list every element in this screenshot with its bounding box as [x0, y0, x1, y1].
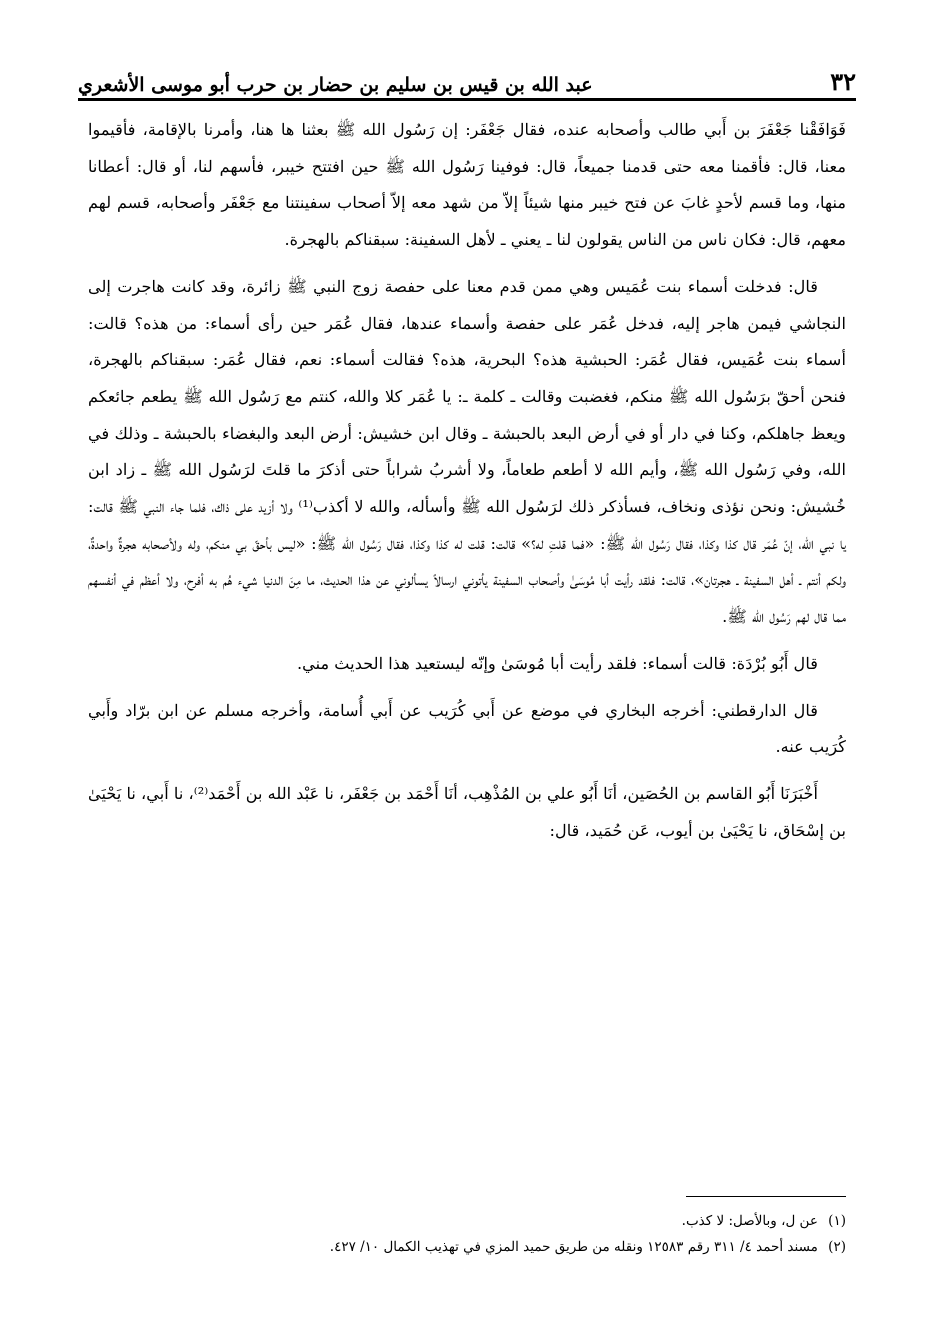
- running-title: عبد الله بن قيس بن سليم بن حضار بن حرب أبو موسى الأشعري: [78, 74, 593, 96]
- footnote: [88, 1234, 846, 1260]
- footnote-rule: [686, 1196, 846, 1197]
- footnotes: [88, 1208, 846, 1260]
- page-number: ٣٢: [830, 67, 856, 96]
- footnote: [88, 1208, 846, 1234]
- header-rule: [78, 98, 856, 101]
- paragraph: فَوَافَقْنا جَعْفَرَ بن أَبي طالب وأصحابه عنده، فقال جَعْفَر: إن رَسُول الله ﷺ بعثنا ها هنا، وأمرنا بالإقامة، فأقيموا معنا، قال: فأقمنا معه حتى قدمنا جميعاً، قال: فوفينا رَسُول الله ﷺ حين افتتح خيبر، فأسهم لنا، أو قال: أعطانا منها، وما قسم لأحدٍ غابَ عن فتح خيبر منها شيئاً إلاّ من شهد معه إلاّ أصحاب سفينتنا مع جَعْفَر وأصحابه، قسم لهم معهم، قال: فكان ناس من الناس يقولون لنا ـ يعني ـ لأهل السفينة: سبقناكم بالهجرة.: [88, 120, 846, 250]
- isnad-paragraph: أَخْبَرَنَا أَبُو القاسم بن الحُصَين، أنَا أَبُو علي بن المُذْهِب، أنَا أَحْمَد بن جَعْفَر، نا عَبْد الله بن أَحْمَد⁽²⁾، نا أَبي، نا يَحْيَىٰ بن إسْحَاق، نا يَحْيَىٰ بن أيوب، عَن حُمَيد، قال:: [88, 783, 846, 840]
- footnote-text: عن ل، وبالأصل: لا كذب.: [681, 1213, 818, 1229]
- body-text: [88, 112, 846, 859]
- footnote-text: مسند أحمد ٤/ ٣١١ رقم ١٢٥٨٣ ونقله من طريق حميد المزي في تهذيب الكمال ١٠/ ٤٢٧.: [329, 1239, 818, 1255]
- paragraph: قال الدارقطني: أخرجه البخاري في موضع عن أَبي كُرَيب عن أَبي أُسامة، وأخرجه مسلم عن ابن برّاد وأَبي كُرَيب عنه.: [88, 700, 846, 757]
- paragraph: قال: فدخلت أسماء بنت عُمَيس وهي ممن قدم معنا على حفصة زوج النبي ﷺ زائرة، وقد كانت هاجرت إلى النجاشي فيمن هاجر إليه، فدخل عُمَر على حفصة وأسماء عندها، فقال عُمَر حين رأى أسماء: من هذه؟ قالت: أسماء بنت عُمَيس، فقال عُمَر: الحبشية هذه؟ البحرية، هذه؟ فقالت أسماء: نعم، فقال عُمَر: سبقناكم بالهجرة، فنحن أحقّ برَسُول الله ﷺ منكم، فغضبت وقالت ـ كلمة ـ: يا عُمَر كلا والله، كنتم مع رَسُول الله ﷺ يطعم جائعكم ويعظ جاهلكم، وكنا في دار أو في أرض البعد بالحبشة ـ وقال ابن خشيش: أرض البعد والبغضاء بالحبشة ـ وذلك في الله، وفي رَسُول الله ﷺ، وأيم الله لا أطعم طعاماً، ولا أشربُ شراباً حتى أذكرَ ما قلتَ لرَسُول الله ﷺ ـ زاد ابن خُشيش: ونحن نؤذى ونخاف، فسأذكر ذلك لرَسُول الله ﷺ وأسأله، والله لا أكذب⁽¹⁾ ولا أزيد على ذاك، فلما جاء النبي ﷺ قالت: يا نبي الله، إنّ عُمَر قال كذا وكذا، فقال رَسُول الله ﷺ: «فما قلتِ له؟» قالت: قلت له كذا وكذا، فقال رَسُول الله ﷺ: «ليس بأحقّ بي منكم، وله ولأصحابه هجرةٌ واحدةٌ، ولكم أنتم ـ أهل السفينة ـ هجرتان»، قالت: فلقد رأيت أبا مُوسَىٰ وأصحاب السفينة يأتوني ارسالاً يسألوني عن هذا الحديث، ما مِنَ الدنيا شيء هُم به أفرح، ولا أعظم في أنفسهم مما قال لهم رَسُول الله ﷺ.: [88, 276, 846, 627]
- footnote-marker: (١): [828, 1213, 846, 1229]
- paragraph: قال أَبُو بُرْدَة: قالت أسماء: فلقد رأيت أبا مُوسَىٰ وإنّه ليستعيد هذا الحديث مني.: [296, 653, 818, 673]
- page-header: [78, 50, 856, 96]
- footnote-marker: (٢): [828, 1239, 846, 1255]
